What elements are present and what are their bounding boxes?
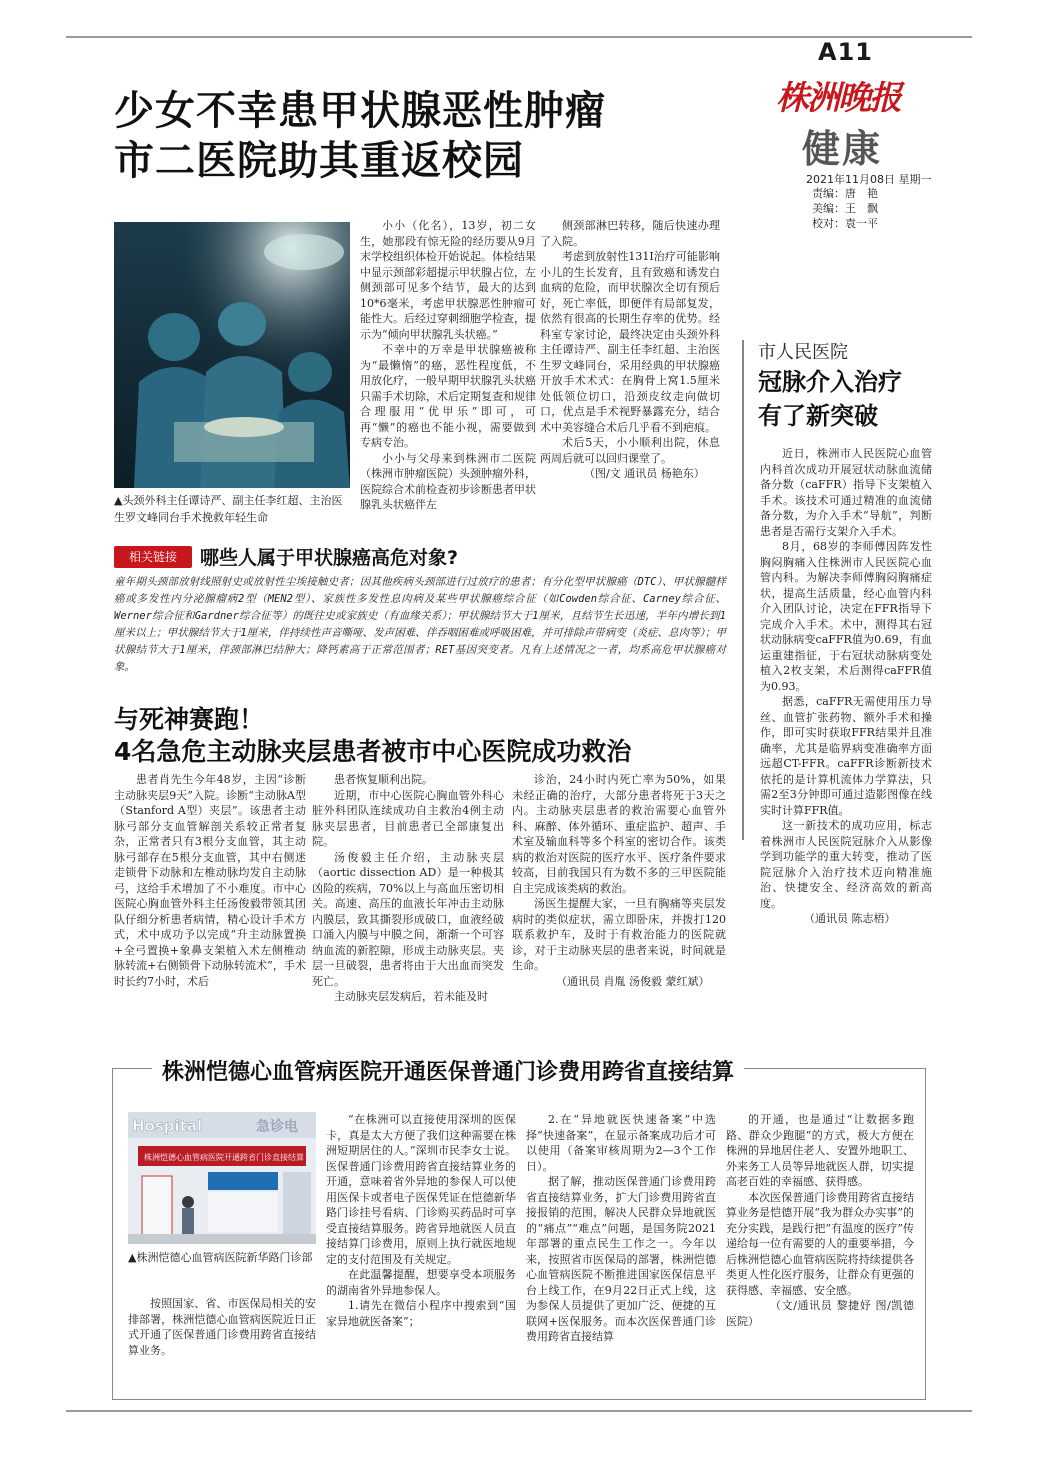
related-link-title: 哪些人属于甲状腺癌高危对象?: [200, 547, 459, 569]
byline: （图/文 通讯员 杨艳东）: [584, 467, 705, 480]
byline: （文/通讯员 黎捷妤 图/凯德医院）: [726, 1299, 914, 1328]
paragraph: 8月，68岁的李师傅因阵发性胸闷胸痛入住株洲市人民医院心血管内科。为解决李师傅胸闷胸痛症状，提高生活质量，经心血管内科介入团队讨论，决定在FFR指导下完成介入手术。术中，测得其右冠状动脉病变caFFR值为0.69，有血运重建指征，于右冠状动脉病变处植入2枚支架，术后测得caFFR值为0.93。: [760, 540, 932, 693]
story2-column-1: [114, 772, 306, 1044]
paragraph: 近日，株洲市人民医院心血管内科首次成功开展冠状动脉血流储备分数（caFFR）指导下支架植入手术。该技术可通过精准的血流储备分数，为介入手术“导航”，判断患者是否需行支架介入手术。: [760, 447, 932, 538]
paragraph: 小小（化名），13岁，初二女生，她那段有惊无险的经历要从9月末学校组织体检开始说起。体检结果中显示颈部彩超提示甲状腺占位，左侧颈部可见多个结节，最大的达到10*6毫米，考虑甲状腺恶性肿瘤可能性大。后经过穿刺细胞学检查，提示为“倾向甲状腺乳头状癌。”: [360, 219, 536, 341]
editor-credits: [812, 186, 878, 231]
headline-line: 冠脉介入治疗: [758, 368, 902, 396]
box-column-1: [128, 1296, 316, 1376]
photo-sign-cn: 急诊电: [256, 1119, 298, 1135]
newspaper-logo: 株洲晚报: [776, 78, 900, 117]
paragraph: 主动脉夹层发病后，若未能及时: [334, 990, 488, 1003]
surgery-photo: [114, 222, 350, 488]
story1-column-2: [540, 218, 720, 528]
story2-headline: [114, 704, 631, 768]
section-title: 健康: [802, 127, 883, 171]
byline: （通讯员 陈志梧）: [804, 912, 896, 925]
clinic-photo-caption: ▲株洲恺德心血管病医院新华路门诊部: [128, 1251, 313, 1264]
paragraph: 汤俊毅主任介绍，主动脉夹层（aortic dissection AD）是一种极其凶险的疾病，70%以上与高血压密切相关。高速、高压的血液长年冲击主动脉内膜层，致其撕裂形成破口，血液经破口涌入内膜与中膜之间，渐渐一个可容纳血流的新腔隙，形成主动脉夹层。夹层一旦破裂，患者将由于大出血而突发死亡。: [312, 850, 504, 988]
story2-column-3: [512, 772, 726, 1044]
headline-line: 与死神赛跑！: [114, 705, 265, 734]
paragraph: 考虑到放射性131I治疗可能影响小儿的生长发育，且有致癌和诱发白血病的危险，而甲状腺次全切有预后好，死亡率低，即便伴有局部复发，依然有很高的长期生存率的优势。经科室专家讨论，最终决定由头颈外科主任谭诗严、副主任李红超、主治医生罗文峰同台，采用经典的甲状腺癌开放手术术式：在胸骨上窝1.5厘米处低领位切口，沿颈皮纹走向做切口，优点是手术视野暴露充分，结合术中美容缝合术后几乎看不到疤痕。: [540, 250, 720, 434]
headline-line: 市二医院助其重返校园: [114, 138, 524, 184]
paragraph: 近期，市中心医院心胸血管外科心脏外科团队连续成功自主救治4例主动脉夹层患者，目前患者已全部康复出院。: [312, 788, 504, 848]
box-column-4: [726, 1112, 914, 1388]
paragraph: 不幸中的万幸是甲状腺癌被称为“最懒惰”的癌，恶性程度低，不用放化疗，一般早期甲状腺乳头状癌只需手术切除，术后定期复查和规律合理服用“优甲乐”即可，可再“懒”的癌也不能小视，需要做到专病专治。: [360, 343, 536, 449]
paragraph: 按照国家、省、市医保局相关的安排部署，株洲恺德心血管病医院近日正式开通了医保普通门诊费用跨省直接结算业务。: [128, 1297, 316, 1357]
related-link-tag: 相关链接: [114, 546, 192, 568]
headline-line: 少女不幸患甲状腺恶性肿瘤: [114, 88, 606, 134]
paragraph: 患者恢复顺利出院。: [334, 773, 433, 786]
paragraph: 2.在“异地就医快速备案”中选择“快速备案”，在显示备案成功后才可以使用（备案审核周期为2—3个工作日）。: [526, 1113, 716, 1173]
photo-sign-en: Hospital: [132, 1117, 203, 1135]
page-number: A11: [818, 38, 873, 66]
paragraph: 本次医保普通门诊费用跨省直接结算业务是恺德开展“我为群众办实事”的充分实践，是践行把“有温度的医疗”传递给每一位有需要的人的重要举措，今后株洲恺德心血管病医院将持续提供各类更人性化医疗服务，让群众有更强的获得感、幸福感、安全感。: [726, 1190, 914, 1297]
paragraph: 1.请先在微信小程序中搜索到“国家异地就医备案”；: [326, 1299, 516, 1328]
clinic-photo: [128, 1112, 316, 1244]
clinic-illustration: [128, 1112, 316, 1244]
paragraph: 诊治，24小时内死亡率为50%，如果未经正确的治疗，大部分患者将死于3天之内。主动脉夹层患者的救治需要心血管外科、麻醉、体外循环、重症监护、超声、手术室及输血科等多个科室的密切合作。该类病的救治对医院的医疗水平、医疗条件要求较高，目前我国只有为数不多的三甲医院能自主完成该类病的救治。: [512, 773, 726, 895]
surgery-photo-caption: ▲头颈外科主任谭诗严、副主任李红超、主治医生罗文峰同台手术挽救年轻生命: [114, 494, 343, 524]
story2-column-2: [312, 772, 504, 1044]
paragraph: 小小与父母来到株洲市二医院（株洲市肿瘤医院）头颈肿瘤外科，医院综合术前检查初步诊断患者甲状腺乳头状癌伴左: [360, 451, 536, 511]
paragraph: 的开通，也是通过“让数据多跑路、群众少跑腿”的方式，极大方便在株洲的异地居住老人、安置外地职工、外来务工人员等异地就医人群，切实提高老百姓的幸福感、获得感。: [726, 1113, 914, 1188]
headline-line: 4名急危主动脉夹层患者被市中心医院成功救治: [114, 737, 632, 766]
headline-line: 有了新突破: [758, 402, 878, 430]
credit-line: 责编：唐 艳: [812, 187, 878, 200]
surgery-illustration: [114, 222, 350, 488]
credit-line: 校对：袁一平: [812, 217, 878, 230]
paragraph: 在此温馨提醒，想要享受本项服务的湖南省外异地参保人。: [326, 1268, 516, 1297]
box-column-3: [526, 1112, 716, 1384]
paragraph: 汤医生提醒大家，一旦有胸痛等夹层发病时的类似症状，需立即卧床，并拨打120联系救护车，及时于有救治能力的医院就诊，对于主动脉夹层的患者来说，时间就是生命。: [512, 897, 726, 972]
bottom-rule: [66, 1410, 972, 1412]
paragraph: 侧颈部淋巴转移，随后快速办理了入院。: [540, 219, 720, 248]
paragraph: 据悉，caFFR无需使用压力导丝、血管扩张药物、额外手术和操作，即可实时获取FFR结果并且准确率，尤其是临界病变准确率方面远超CT-FFR。caFFR诊断新技术依托的是计算机流体力学算法，只需2至3分钟即可通过造影图像在线实时计算FFR值。: [760, 695, 932, 817]
paragraph: 据了解，推动医保普通门诊费用跨省直接结算业务，扩大门诊费用跨省直接报销的范围，解决人民群众异地就医的“痛点”“难点”问题，是国务院2021年部署的重点民生工作之一。今年以来，按照省市医保局的部署，株洲恺德心血管病医院不断推进国家医保信息平台上线工作，在9月22日正式上线，这为参保人员提供了更加广泛、便捷的互联网+医保服务。而本次医保普通门诊费用跨省直接结算: [526, 1175, 716, 1343]
paragraph: 术后5天，小小顺利出院，休息两周后就可以回归课堂了。: [540, 436, 720, 465]
byline: （通讯员 肖胤 汤俊毅 蒙红斌）: [556, 974, 710, 988]
paragraph: “在株洲可以直接使用深圳的医保卡，真是太大方便了我们这种需要在株洲短期居住的人。”深圳市民李女士说。医保普通门诊费用跨省直接结算业务的开通，意味着省外异地的参保人可以使用医保卡或者电子医保凭证在恺德新华路门诊挂号看病、门诊购买药品时可享受直接结算服务。跨省异地就医人员直接结算门诊费用，原则上执行就医地规定的支付范围及有关规定。: [326, 1113, 516, 1266]
paragraph: 患者肖先生今年48岁，主因“诊断主动脉夹层9天”入院。诊断“主动脉A型（Stanford A型）夹层”。该患者主动脉弓部分支血管解剖关系较正常者复杂，正常者只有3根分支血管，其主动脉弓部存在5根分支血管，其中右侧迷走锁骨下动脉和左椎动脉均发自主动脉弓，这给手术增加了不小难度。市中心医院心胸血管外科主任汤俊毅带领其团队仔细分析患者病情，精心设计手术方式，术中成功予以完成“升主动脉置换+全弓置换+象鼻支架植入术左侧椎动脉转流+右侧锁骨下动脉转流术”，手术时长约7小时，术后: [114, 773, 306, 988]
related-link-body: 童年期头颈部放射线照射史或放射性尘埃接触史者；因其他疾病头颈部进行过放疗的患者；有分化型甲状腺癌（DTC）、甲状腺髓样癌或多发性内分泌腺瘤病2型（MEN2型）、家族性多发性息肉病及某些甲状腺癌综合征（如Cowden综合征、Carney综合征、Werner综合征和Gardner综合征等）的既往史或家族史（有血缘关系）；甲状腺结节大于1厘米，且结节生长迅速，半年内增长到1厘米以上；甲状腺结节大于1厘米，伴持续性声音嘶哑、发声困难、伴吞咽困难或呼吸困难，并可排除声带病变（炎症、息肉等）；甲状腺结节大于1厘米，伴颈部淋巴结肿大；降钙素高于正常范围者；RET基因突变者。凡有上述情况之一者，均系高危甲状腺癌对象。: [114, 576, 726, 673]
story1-column-1: [360, 218, 536, 528]
box-story-headline: 株洲恺德心血管病医院开通医保普通门诊费用跨省直接结算: [152, 1055, 744, 1086]
paragraph: 这一新技术的成功应用，标志着株洲市人民医院冠脉介入从影像学到功能学的重大转变，推动了医院冠脉介入治疗技术迈向精准施治、快捷安全、经济高效的新高度。: [760, 819, 932, 910]
side-story-body: [760, 446, 932, 966]
story1-headline: [114, 86, 606, 186]
issue-date: 2021年11月08日 星期一: [806, 173, 932, 186]
box-column-2: [326, 1112, 516, 1384]
side-divider: [742, 340, 744, 840]
credit-line: 美编：王 飘: [812, 202, 878, 215]
photo-banner: 株洲恺德心血管病医院开通跨省门诊直接结算: [144, 1153, 304, 1162]
side-story-headline: [758, 338, 958, 432]
side-story-kicker: 市人民医院: [758, 342, 848, 363]
